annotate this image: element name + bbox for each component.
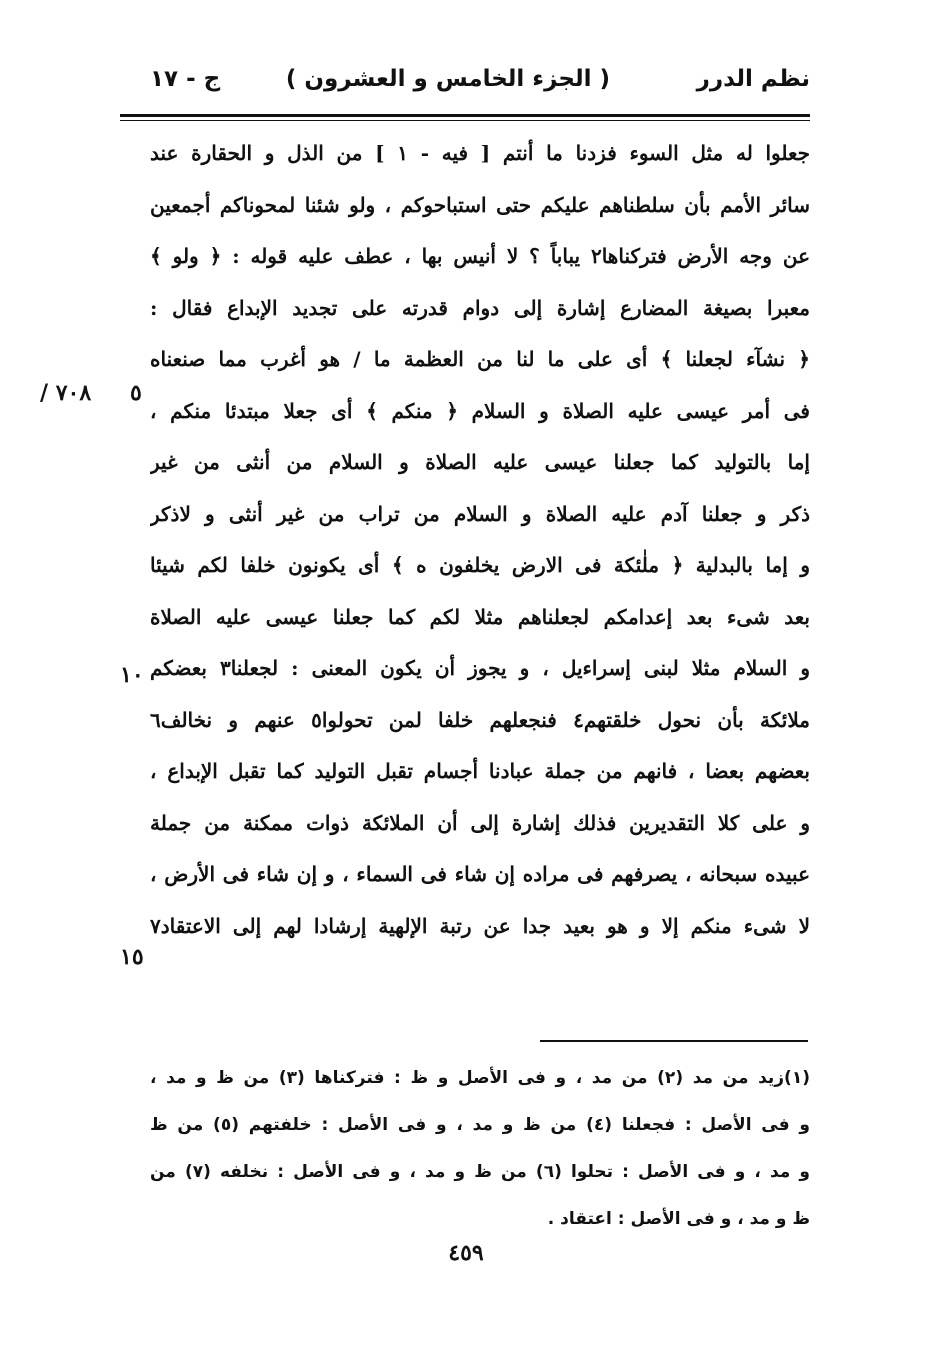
- text-line-3: عن وجه الأرض فتركناها٢ يباباً ؟ لا أنيس بها ، عطف عليه قوله : ﴿ ولو ﴾: [150, 244, 810, 268]
- page-number: ٤٥٩: [448, 1240, 484, 1266]
- text-line-16: لا شىء منكم إلا و هو بعيد جدا عن رتبة الإلهية إرشادا لهم إلى الاعتقاد٧: [150, 913, 810, 938]
- text-line-15: عبيده سبحانه ، يصرفهم فى مراده إن شاء فى السماء ، و إن شاء فى الأرض ،: [150, 862, 810, 886]
- text-line-11: و السلام مثلا لبنى إسراءيل ، و يجوز أن يكون المعنى : لجعلنا٣ بعضكم: [150, 656, 810, 680]
- header-rule-thick: [120, 114, 810, 117]
- running-header: [120, 66, 810, 106]
- footnote-line-4: ظ و مد ، و فى الأصل : اعتقاد .: [547, 1209, 810, 1229]
- text-line-4: معبرا بصيغة المضارع إشارة إلى دوام قدرته على تجديد الإبداع فقال :: [150, 295, 810, 320]
- text-line-12: ملائكة بأن نحول خلقتهم٤ فنجعلهم خلفا لمن تحولوا٥ عنهم و نخالف٦: [150, 707, 810, 732]
- text-line-8: ذكر و جعلنا آدم عليه الصلاة و السلام من تراب من غير أنثى و لاذكر: [150, 501, 810, 526]
- footnote-line-3: و مد ، و فى الأصل : تحلوا (٦) من ظ و مد ، و فى الأصل : نخلفه (٧) من: [150, 1162, 810, 1182]
- text-line-2: سائر الأمم بأن سلطناهم عليكم حتى استباحوكم ، ولو شئنا لمحوناكم أجمعين: [150, 192, 810, 217]
- text-line-6: فى أمر عيسى عليه الصلاة و السلام ﴿ منكم ﴾ أى جعلا مبتدئا منكم ،: [150, 398, 810, 423]
- text-line-7: إما بالتوليد كما جعلنا عيسى عليه الصلاة و السلام من أنثى من غير: [150, 450, 810, 474]
- footnotes: [150, 1055, 810, 1243]
- footnote-line-2: و فى الأصل : فجعلنا (٤) من ظ و مد ، و فى الأصل : خلفتهم (٥) من ظ: [150, 1115, 810, 1135]
- footnote-line-1: (١)زيد من مد (٢) من مد ، و فى الأصل و ظ : فتركناها (٣) من ظ و مد ،: [150, 1068, 810, 1088]
- main-text: [150, 128, 810, 952]
- text-line-14: و على كلا التقديرين فذلك إشارة إلى أن الملائكة ذوات ممكنة من جملة: [150, 810, 810, 835]
- part-title: ( الجزء الخامس و العشرون ): [285, 66, 610, 92]
- line-number-15: ١٥: [120, 944, 144, 970]
- text-line-9: و إما بالبدلية ﴿ ملٰئكة فى الارض يخلفون ه ﴾ أى يكونون خلفا لكم شيئا: [150, 553, 810, 577]
- header-rule-thin: [120, 120, 810, 121]
- text-line-13: بعضهم بعضا ، فانهم من جملة عبادنا أجسام تقبل التوليد كما تقبل الإبداع ،: [150, 759, 810, 783]
- text-line-1: جعلوا له مثل السوء فزدنا ما أنتم [ فيه - ١ ] من الذل و الحقارة عند: [150, 141, 810, 165]
- footnote-rule: [540, 1040, 808, 1042]
- line-number-10: ١٠: [120, 662, 144, 688]
- book-title: نظم الدرر: [696, 66, 810, 92]
- text-line-10: بعد شىء بعد إعدامكم لجعلناهم مثلا لكم كما جعلنا عيسى عليه الصلاة: [150, 604, 810, 629]
- volume-page-label: ج - ١٧: [150, 66, 221, 92]
- margin-reference: ٧٠٨ /: [40, 380, 92, 406]
- line-number-5: ٥: [130, 380, 142, 406]
- text-line-5: ﴿ نشآء لجعلنا ﴾ أى على ما لنا من العظمة ما / هو أغرب مما صنعناه: [150, 347, 810, 371]
